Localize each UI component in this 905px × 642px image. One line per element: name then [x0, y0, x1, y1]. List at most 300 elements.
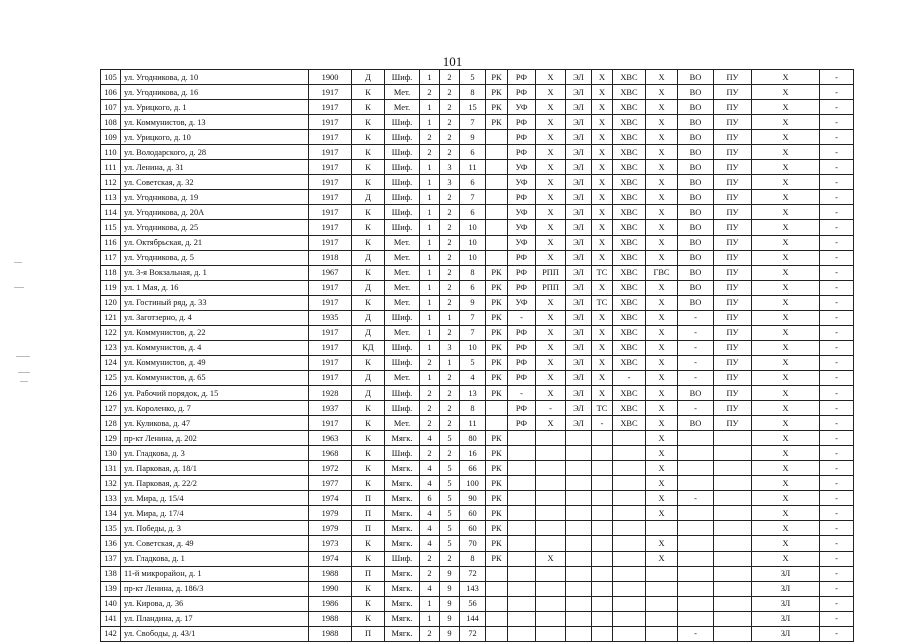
table-cell: ХВС — [613, 70, 646, 85]
table-cell — [613, 596, 646, 611]
table-cell: УФ — [508, 220, 536, 235]
table-cell: - — [820, 385, 854, 400]
table-cell: 4 — [420, 521, 440, 536]
table-row — [101, 160, 854, 175]
table-cell: 1917 — [309, 130, 352, 145]
table-cell: КД — [352, 340, 385, 355]
table-cell — [566, 581, 592, 596]
table-cell: 2 — [440, 325, 460, 340]
table-cell: 3 — [440, 175, 460, 190]
table-cell: ЭЛ — [566, 265, 592, 280]
table-cell: 2 — [420, 85, 440, 100]
table-cell: Х — [592, 340, 613, 355]
table-cell: ХВС — [613, 100, 646, 115]
table-cell: К — [352, 160, 385, 175]
table-cell: ЭЛ — [566, 340, 592, 355]
row-number: 132 — [101, 476, 121, 491]
table-cell: 5 — [440, 476, 460, 491]
table-cell — [486, 596, 508, 611]
table-cell: Мет. — [385, 100, 420, 115]
table-cell: 1986 — [309, 596, 352, 611]
table-cell — [536, 506, 566, 521]
table-cell: ХВС — [613, 235, 646, 250]
table-cell: П — [352, 506, 385, 521]
table-cell: Шиф. — [385, 205, 420, 220]
table-cell: Х — [646, 235, 678, 250]
address-cell: ул. Угодникова, д. 25 — [121, 220, 309, 235]
address-cell: ул. Рабочий порядок, д. 15 — [121, 385, 309, 400]
table-cell: 1917 — [309, 235, 352, 250]
table-cell: Мягк. — [385, 596, 420, 611]
table-cell: Х — [752, 235, 820, 250]
table-cell: 2 — [440, 370, 460, 385]
table-cell: Шиф. — [385, 446, 420, 461]
table-cell: ВО — [678, 70, 714, 85]
table-cell: Х — [592, 100, 613, 115]
table-cell — [508, 506, 536, 521]
table-row — [101, 235, 854, 250]
table-cell: - — [820, 370, 854, 385]
table-cell: 6 — [420, 491, 440, 506]
table-cell: Мет. — [385, 235, 420, 250]
table-cell: РК — [486, 476, 508, 491]
table-cell — [646, 521, 678, 536]
table-cell: 10 — [460, 340, 486, 355]
address-cell: ул. Угодникова, д. 10 — [121, 70, 309, 85]
address-cell: ул. Кирова, д. 36 — [121, 596, 309, 611]
table-cell: - — [820, 130, 854, 145]
table-cell: ПУ — [714, 70, 752, 85]
table-cell — [566, 506, 592, 521]
table-cell: ХВС — [613, 175, 646, 190]
table-cell — [536, 596, 566, 611]
table-cell: Х — [752, 220, 820, 235]
table-cell: ЭЛ — [566, 160, 592, 175]
table-cell: Х — [752, 355, 820, 370]
table-cell — [714, 506, 752, 521]
address-cell: ул. Коммунистов, д. 22 — [121, 325, 309, 340]
table-cell: 2 — [440, 205, 460, 220]
table-cell — [536, 626, 566, 641]
table-cell: ЭЛ — [566, 175, 592, 190]
address-cell: ул. Угодникова, д. 19 — [121, 190, 309, 205]
row-number: 126 — [101, 385, 121, 400]
table-row — [101, 401, 854, 416]
table-cell — [714, 431, 752, 446]
table-cell: Х — [646, 100, 678, 115]
table-cell — [714, 476, 752, 491]
table-cell — [678, 431, 714, 446]
table-cell: Д — [352, 280, 385, 295]
table-row — [101, 250, 854, 265]
table-cell: 2 — [440, 100, 460, 115]
table-cell: 1 — [420, 295, 440, 310]
table-cell: ЭЛ — [566, 70, 592, 85]
table-cell: Х — [646, 250, 678, 265]
table-cell: Х — [752, 340, 820, 355]
table-cell — [646, 626, 678, 641]
table-cell: 5 — [460, 355, 486, 370]
margin-mark — [16, 356, 30, 357]
table-cell — [536, 566, 566, 581]
table-cell: 4 — [420, 536, 440, 551]
table-cell: К — [352, 145, 385, 160]
table-cell: ХВС — [613, 130, 646, 145]
table-cell: ЗЛ — [752, 581, 820, 596]
table-cell: ВО — [678, 130, 714, 145]
table-row — [101, 370, 854, 385]
table-cell: ХВС — [613, 325, 646, 340]
table-cell: - — [820, 220, 854, 235]
table-row — [101, 205, 854, 220]
table-cell: 60 — [460, 506, 486, 521]
table-cell: - — [820, 521, 854, 536]
table-cell — [613, 536, 646, 551]
address-cell: ул. 1 Мая, д. 16 — [121, 280, 309, 295]
address-cell: ул. Урицкого, д. 1 — [121, 100, 309, 115]
table-cell: Х — [752, 416, 820, 431]
table-cell — [592, 491, 613, 506]
table-cell: 1988 — [309, 626, 352, 641]
table-cell: Х — [592, 310, 613, 325]
table-cell: Мягк. — [385, 491, 420, 506]
address-cell: ул. Коммунистов, д. 13 — [121, 115, 309, 130]
table-cell: К — [352, 611, 385, 626]
table-cell: ВО — [678, 416, 714, 431]
table-cell: Х — [752, 205, 820, 220]
table-row — [101, 491, 854, 506]
table-cell: Х — [536, 295, 566, 310]
table-cell: Х — [536, 160, 566, 175]
table-cell: ХВС — [613, 205, 646, 220]
table-cell: Х — [646, 355, 678, 370]
table-cell: 7 — [460, 190, 486, 205]
table-cell: 11 — [460, 416, 486, 431]
table-row — [101, 175, 854, 190]
table-cell: Х — [536, 220, 566, 235]
table-cell: ПУ — [714, 340, 752, 355]
row-number: 110 — [101, 145, 121, 160]
address-cell: пр-кт Ленина, д. 202 — [121, 431, 309, 446]
table-cell: Х — [646, 175, 678, 190]
table-cell: Х — [536, 416, 566, 431]
table-cell: Х — [592, 205, 613, 220]
table-cell — [613, 521, 646, 536]
table-cell: 1917 — [309, 115, 352, 130]
table-cell: 1988 — [309, 566, 352, 581]
table-cell: 1917 — [309, 370, 352, 385]
table-cell: ПУ — [714, 265, 752, 280]
address-cell: ул. 3-я Вокзальная, д. 1 — [121, 265, 309, 280]
table-cell — [486, 416, 508, 431]
margin-mark — [14, 287, 24, 288]
table-cell: - — [678, 355, 714, 370]
table-cell: - — [820, 581, 854, 596]
table-cell: Х — [752, 280, 820, 295]
table-row — [101, 325, 854, 340]
table-cell: РК — [486, 325, 508, 340]
table-cell — [613, 611, 646, 626]
table-cell: Д — [352, 70, 385, 85]
table-cell — [592, 476, 613, 491]
table-cell: 6 — [460, 145, 486, 160]
table-cell: 5 — [440, 536, 460, 551]
table-cell: - — [820, 325, 854, 340]
table-cell: Мягк. — [385, 626, 420, 641]
row-number: 123 — [101, 340, 121, 355]
table-cell: - — [820, 295, 854, 310]
table-cell: 8 — [460, 85, 486, 100]
table-cell: 2 — [420, 401, 440, 416]
row-number: 108 — [101, 115, 121, 130]
table-cell — [508, 461, 536, 476]
table-cell: РК — [486, 85, 508, 100]
table-cell: Х — [646, 310, 678, 325]
table-cell: К — [352, 220, 385, 235]
table-cell: 5 — [440, 521, 460, 536]
address-cell: ул. Советская, д. 32 — [121, 175, 309, 190]
table-cell: ПУ — [714, 160, 752, 175]
table-cell — [566, 491, 592, 506]
row-number: 127 — [101, 401, 121, 416]
table-cell: К — [352, 100, 385, 115]
table-cell: - — [678, 325, 714, 340]
table-cell: ХВС — [613, 401, 646, 416]
table-cell: 2 — [440, 235, 460, 250]
table-cell — [486, 566, 508, 581]
table-cell: 1917 — [309, 280, 352, 295]
table-row — [101, 551, 854, 566]
table-row — [101, 626, 854, 641]
table-cell: Х — [752, 461, 820, 476]
table-cell: ЭЛ — [566, 85, 592, 100]
table-cell: - — [678, 310, 714, 325]
table-cell: ХВС — [613, 160, 646, 175]
table-cell: 2 — [440, 130, 460, 145]
table-cell: 4 — [420, 431, 440, 446]
table-cell: ПУ — [714, 280, 752, 295]
table-cell: 1990 — [309, 581, 352, 596]
address-cell: ул. Свободы, д. 43/1 — [121, 626, 309, 641]
table-cell: 80 — [460, 431, 486, 446]
table-cell: ХВС — [613, 355, 646, 370]
table-cell: УФ — [508, 235, 536, 250]
table-cell: 4 — [420, 476, 440, 491]
table-cell: 5 — [440, 506, 460, 521]
table-row — [101, 295, 854, 310]
table-cell: УФ — [508, 205, 536, 220]
table-cell: РФ — [508, 250, 536, 265]
table-cell: 1 — [420, 340, 440, 355]
table-cell: К — [352, 431, 385, 446]
table-cell: 1972 — [309, 461, 352, 476]
address-cell: пр-кт Ленина, д. 186/3 — [121, 581, 309, 596]
table-cell: 1917 — [309, 295, 352, 310]
table-cell: Мет. — [385, 325, 420, 340]
table-cell — [714, 521, 752, 536]
table-cell: ВО — [678, 295, 714, 310]
address-cell: ул. Октябрьская, д. 21 — [121, 235, 309, 250]
table-cell — [678, 566, 714, 581]
table-cell: Х — [646, 115, 678, 130]
table-cell: ХВС — [613, 220, 646, 235]
table-cell: 1917 — [309, 100, 352, 115]
table-cell: К — [352, 205, 385, 220]
table-cell: 5 — [440, 461, 460, 476]
row-number: 135 — [101, 521, 121, 536]
table-cell: 1917 — [309, 85, 352, 100]
table-cell: РК — [486, 115, 508, 130]
address-cell: ул. Гладкова, д. 3 — [121, 446, 309, 461]
table-cell: ПУ — [714, 175, 752, 190]
table-cell: 6 — [460, 175, 486, 190]
row-number: 130 — [101, 446, 121, 461]
table-cell: Х — [752, 385, 820, 400]
address-cell: ул. Победы, д. 3 — [121, 521, 309, 536]
table-cell: - — [820, 431, 854, 446]
table-cell: Мет. — [385, 250, 420, 265]
table-cell: ХВС — [613, 85, 646, 100]
table-cell: 1935 — [309, 310, 352, 325]
table-cell: РК — [486, 431, 508, 446]
table-cell: 1937 — [309, 401, 352, 416]
table-cell: - — [678, 340, 714, 355]
table-cell: 16 — [460, 446, 486, 461]
table-cell: Х — [752, 250, 820, 265]
table-cell: 1 — [420, 175, 440, 190]
table-cell — [678, 611, 714, 626]
row-number: 118 — [101, 265, 121, 280]
table-cell — [566, 566, 592, 581]
table-cell — [566, 611, 592, 626]
table-cell: 1917 — [309, 220, 352, 235]
table-cell: 8 — [460, 401, 486, 416]
table-cell: Х — [536, 340, 566, 355]
table-cell: - — [820, 175, 854, 190]
table-cell: - — [536, 401, 566, 416]
table-cell: РФ — [508, 115, 536, 130]
table-cell: 1917 — [309, 160, 352, 175]
table-cell — [486, 130, 508, 145]
table-cell: ВО — [678, 160, 714, 175]
row-number: 125 — [101, 370, 121, 385]
table-cell — [536, 581, 566, 596]
table-cell: ЗЛ — [752, 566, 820, 581]
table-cell: 2 — [420, 355, 440, 370]
table-cell: РК — [486, 280, 508, 295]
table-cell: 144 — [460, 611, 486, 626]
table-cell: 1 — [420, 190, 440, 205]
table-cell: Шиф. — [385, 220, 420, 235]
table-row — [101, 611, 854, 626]
table-cell: 1917 — [309, 190, 352, 205]
table-cell: - — [508, 310, 536, 325]
table-cell — [508, 491, 536, 506]
table-cell: РПП — [536, 265, 566, 280]
table-cell: РК — [486, 506, 508, 521]
table-cell: РФ — [508, 370, 536, 385]
table-cell: Шиф. — [385, 340, 420, 355]
table-cell: 7 — [460, 325, 486, 340]
table-cell: ВО — [678, 385, 714, 400]
table-cell: 1 — [420, 596, 440, 611]
table-cell: Мет. — [385, 416, 420, 431]
table-cell — [566, 431, 592, 446]
table-cell: РК — [486, 295, 508, 310]
row-number: 105 — [101, 70, 121, 85]
table-cell: Мет. — [385, 280, 420, 295]
table-cell: ХВС — [613, 416, 646, 431]
table-cell: - — [820, 611, 854, 626]
row-number: 142 — [101, 626, 121, 641]
table-cell: 9 — [440, 626, 460, 641]
table-cell: 1973 — [309, 536, 352, 551]
table-cell — [536, 446, 566, 461]
table-cell: К — [352, 476, 385, 491]
table-cell: - — [820, 416, 854, 431]
table-cell: Х — [752, 100, 820, 115]
table-cell: Х — [646, 416, 678, 431]
table-cell — [536, 461, 566, 476]
table-cell: К — [352, 551, 385, 566]
table-cell: ЭЛ — [566, 370, 592, 385]
table-row — [101, 310, 854, 325]
address-cell: ул. Угодникова, д. 16 — [121, 85, 309, 100]
table-cell — [486, 205, 508, 220]
table-cell: К — [352, 416, 385, 431]
row-number: 116 — [101, 235, 121, 250]
table-cell — [613, 551, 646, 566]
table-cell: - — [820, 536, 854, 551]
table-cell: Х — [536, 235, 566, 250]
table-cell — [486, 626, 508, 641]
table-cell: К — [352, 295, 385, 310]
table-cell: Х — [752, 476, 820, 491]
table-cell: 10 — [460, 220, 486, 235]
table-cell: 9 — [460, 130, 486, 145]
table-cell: ХВС — [613, 145, 646, 160]
row-number: 112 — [101, 175, 121, 190]
row-number: 111 — [101, 160, 121, 175]
table-cell: Х — [592, 190, 613, 205]
table-cell: 72 — [460, 626, 486, 641]
table-cell: Д — [352, 385, 385, 400]
table-cell: Х — [752, 85, 820, 100]
table-cell: К — [352, 130, 385, 145]
row-number: 117 — [101, 250, 121, 265]
table-cell — [678, 536, 714, 551]
table-cell — [714, 581, 752, 596]
table-cell: Шиф. — [385, 130, 420, 145]
table-cell: К — [352, 581, 385, 596]
table-cell: РК — [486, 265, 508, 280]
table-cell: Шиф. — [385, 551, 420, 566]
table-cell: 1928 — [309, 385, 352, 400]
row-number: 133 — [101, 491, 121, 506]
table-cell: 1918 — [309, 250, 352, 265]
table-cell: ЭЛ — [566, 355, 592, 370]
row-number: 136 — [101, 536, 121, 551]
table-cell: ХВС — [613, 250, 646, 265]
table-cell: Х — [592, 220, 613, 235]
table-cell: - — [820, 491, 854, 506]
table-cell: - — [820, 70, 854, 85]
table-cell: 1967 — [309, 265, 352, 280]
table-cell: РФ — [508, 85, 536, 100]
table-cell: К — [352, 461, 385, 476]
table-row — [101, 431, 854, 446]
table-cell — [613, 491, 646, 506]
